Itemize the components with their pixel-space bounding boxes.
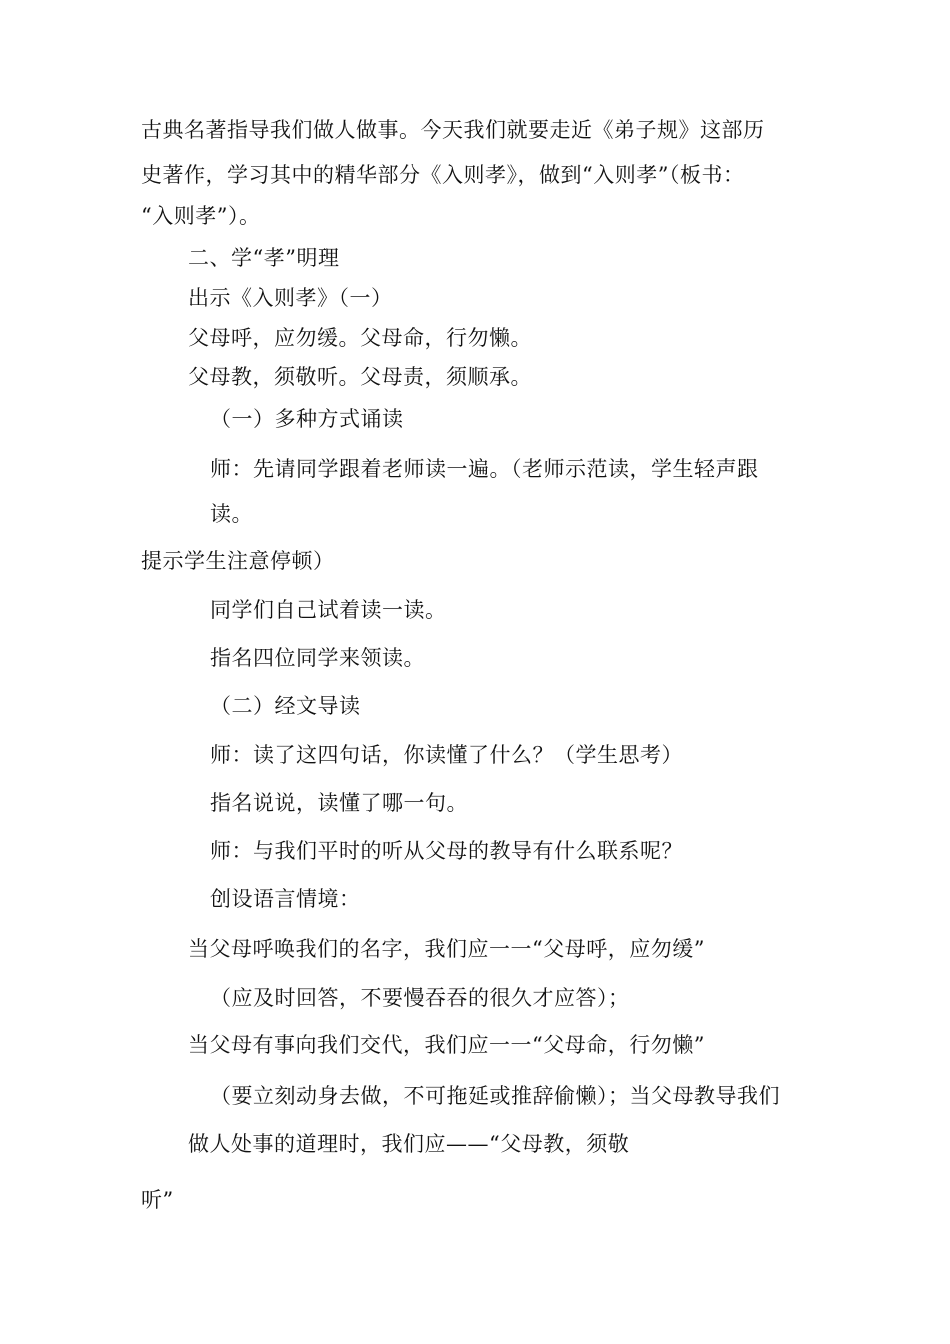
- text-line: 当父母呼唤我们的名字，我们应一一“父母呼，应勿缓”: [188, 937, 705, 961]
- text-line: 同学们自己试着读一读。: [210, 598, 447, 622]
- text-line: 师：读了这四句话，你读懂了什么？（学生思考）: [210, 743, 683, 767]
- text-line: 古典名著指导我们做人做事。今天我们就要走近《弟子规》这部历: [141, 118, 765, 142]
- subsection-heading: （二）经文导读: [210, 694, 361, 718]
- section-heading: 二、学“孝”明理: [188, 246, 340, 270]
- text-line: 出示《入则孝》（一）: [188, 286, 393, 310]
- text-line: 创设语言情境：: [210, 887, 361, 911]
- text-line: 读。: [210, 502, 253, 526]
- text-line: 当父母有事向我们交代，我们应一一“父母命，行勿懒”: [188, 1033, 705, 1057]
- text-line: 史著作，学习其中的精华部分《入则孝》，做到“入则孝”（板书：: [141, 163, 745, 187]
- verse-line: 父母教，须敬听。父母责，须顺承。: [188, 365, 532, 389]
- text-line: “入则孝”）。: [141, 204, 261, 228]
- text-line: （应及时回答，不要慢吞吞的很久才应答）；: [210, 986, 630, 1010]
- verse-line: 父母呼，应勿缓。父母命，行勿懒。: [188, 326, 532, 350]
- text-line: 提示学生注意停顿）: [141, 549, 335, 573]
- text-line: 做人处事的道理时，我们应——“父母教，须敬: [188, 1132, 630, 1156]
- text-line: 听”: [141, 1188, 174, 1212]
- text-line: 师：与我们平时的听从父母的教导有什么联系呢？: [210, 839, 683, 863]
- subsection-heading: （一）多种方式诵读: [210, 407, 404, 431]
- text-line: （要立刻动身去做，不可拖延或推辞偷懒）；当父母教导我们: [210, 1084, 780, 1108]
- text-line: 指名四位同学来领读。: [210, 646, 425, 670]
- text-line: 师：先请同学跟着老师读一遍。（老师示范读，学生轻声跟: [210, 457, 759, 481]
- text-line: 指名说说，读懂了哪一句。: [210, 791, 468, 815]
